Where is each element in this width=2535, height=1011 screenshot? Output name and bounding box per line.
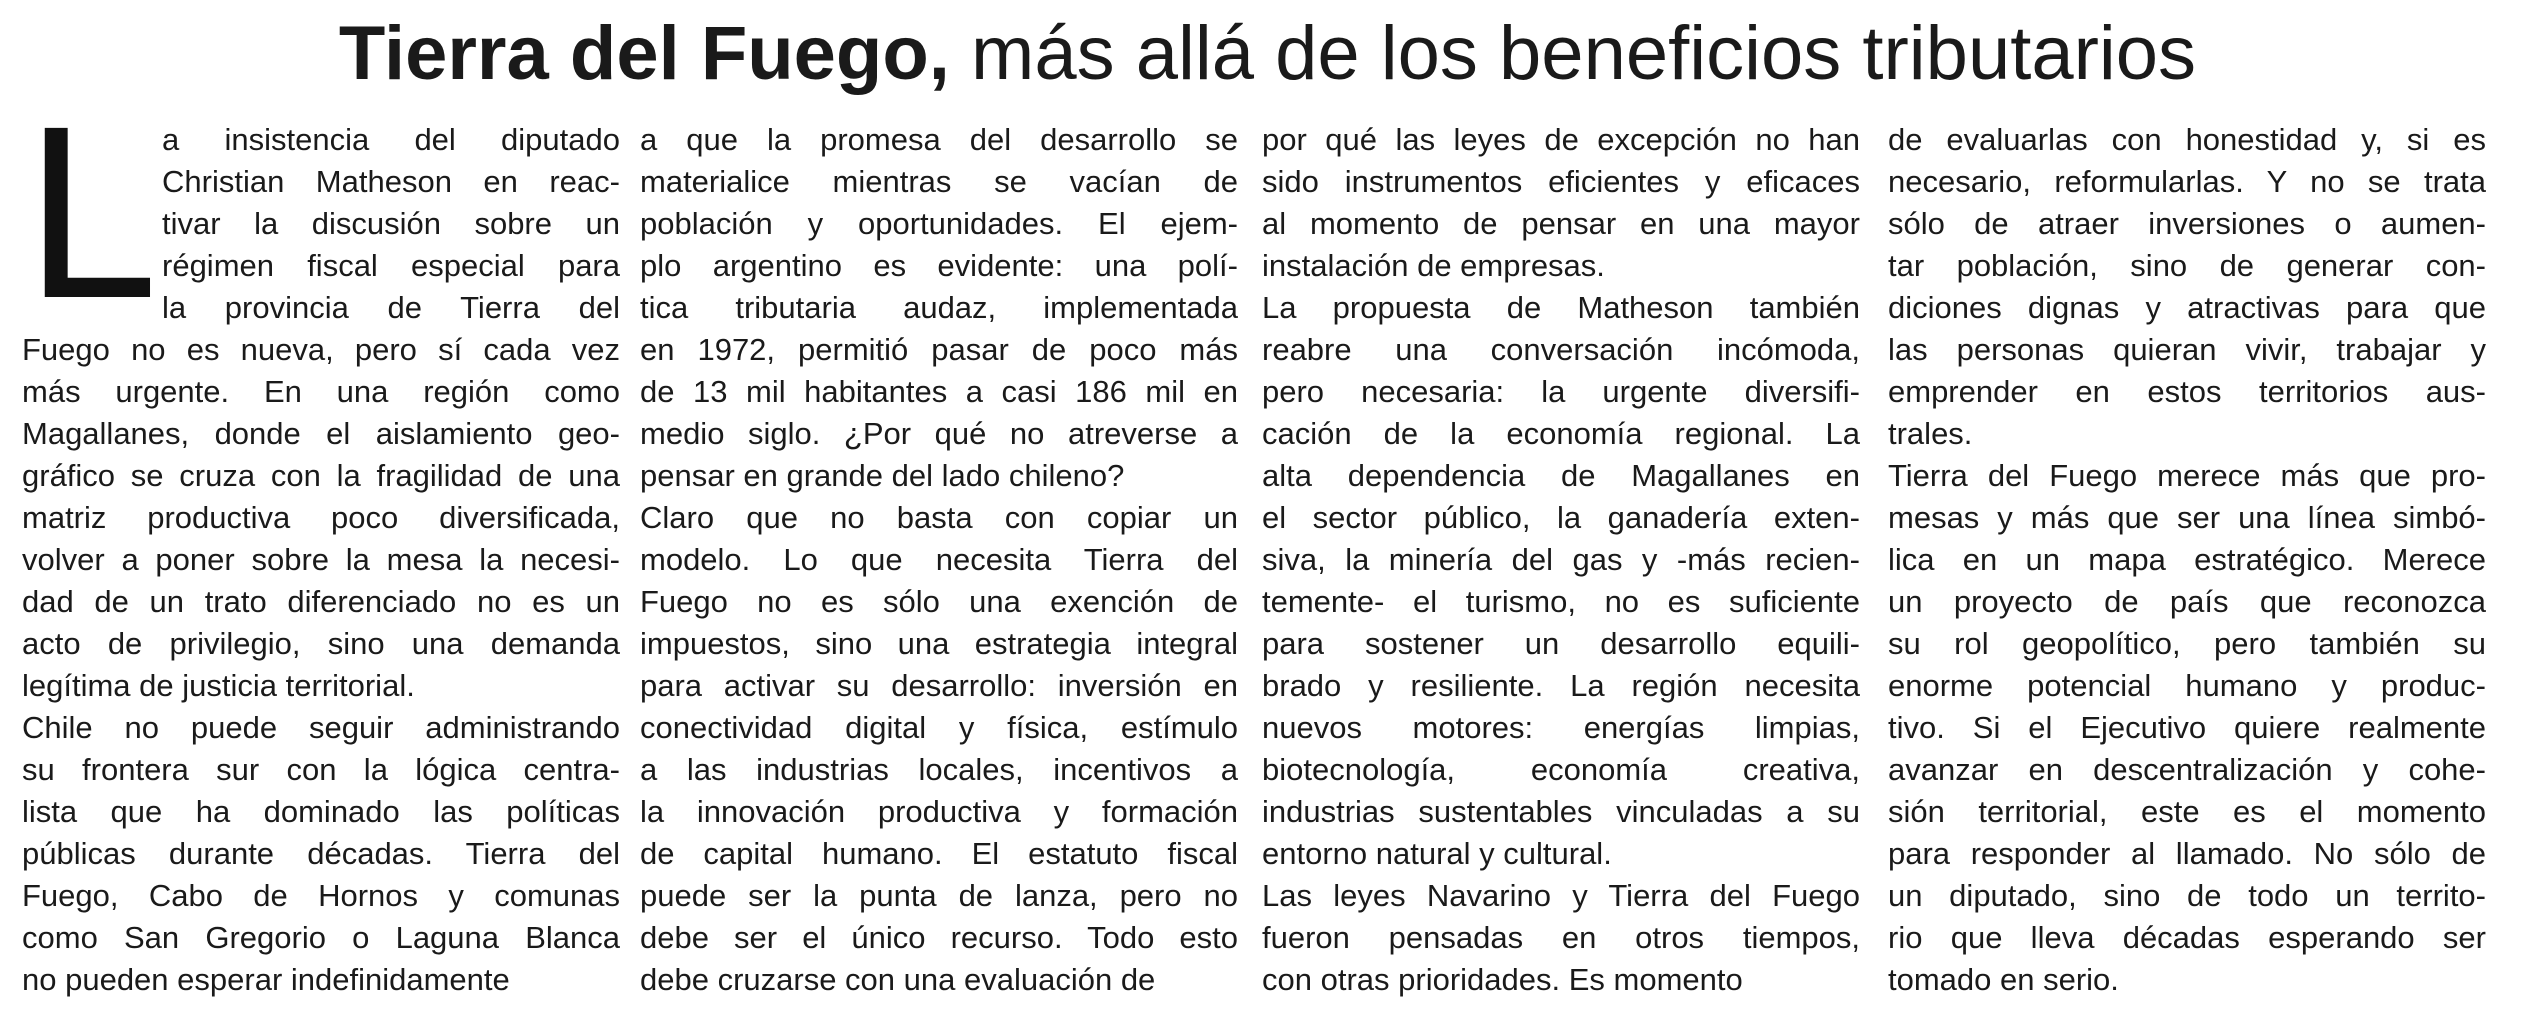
- column-text-line: instalación de empresas.: [1262, 248, 1605, 283]
- column-text-line: la innovación productiva y formación: [640, 794, 1238, 829]
- column-text-line: debe ser el único recurso. Todo esto: [640, 920, 1238, 955]
- column-text-line: matriz productiva poco diversificada,: [22, 500, 620, 535]
- column-text-line: Magallanes, donde el aislamiento geo-: [22, 416, 620, 451]
- column-text-line: enorme potencial humano y produc-: [1888, 668, 2486, 703]
- column-text-line: siva, la minería del gas y -más recien-: [1262, 542, 1860, 577]
- column-text-line: régimen fiscal especial para: [162, 248, 620, 283]
- column-text-line: Fuego no es sólo una exención de: [640, 584, 1238, 619]
- column-text-line: reabre una conversación incómoda,: [1262, 332, 1860, 367]
- column-text-line: públicas durante décadas. Tierra del: [22, 836, 620, 871]
- column-text-line: para activar su desarrollo: inversión en: [640, 668, 1238, 703]
- column-text-line: su frontera sur con la lógica centra-: [22, 752, 620, 787]
- column-text-line: como San Gregorio o Laguna Blanca: [22, 920, 620, 955]
- column-text-line: conectividad digital y física, estímulo: [640, 710, 1238, 745]
- column-text-line: debe cruzarse con una evaluación de: [640, 962, 1156, 997]
- column-text-line: de 13 mil habitantes a casi 186 mil en: [640, 374, 1238, 409]
- column-text-line: industrias sustentables vinculadas a su: [1262, 794, 1860, 829]
- column-text-line: modelo. Lo que necesita Tierra del: [640, 542, 1238, 577]
- column-text-line: plo argentino es evidente: una polí-: [640, 248, 1238, 283]
- drop-cap: L: [22, 124, 152, 310]
- column-text-line: dad de un trato diferenciado no es un: [22, 584, 620, 619]
- column-text-line: entorno natural y cultural.: [1262, 836, 1612, 871]
- column-text-line: alta dependencia de Magallanes en: [1262, 458, 1860, 493]
- column-text-line: con otras prioridades. Es momento: [1262, 962, 1743, 997]
- column-text-line: a las industrias locales, incentivos a: [640, 752, 1238, 787]
- column-text-line: Chile no puede seguir administrando: [22, 710, 620, 745]
- column-text-line: de capital humano. El estatuto fiscal: [640, 836, 1238, 871]
- column-text-line: puede ser la punta de lanza, pero no: [640, 878, 1238, 913]
- column-text-line: el sector público, la ganadería exten-: [1262, 500, 1860, 535]
- column-text-line: de evaluarlas con honestidad y, si es: [1888, 122, 2486, 157]
- column-text-line: las personas quieran vivir, trabajar y: [1888, 332, 2486, 367]
- column-text-line: pensar en grande del lado chileno?: [640, 458, 1125, 493]
- column-text-line: volver a poner sobre la mesa la necesi-: [22, 542, 620, 577]
- column-text-line: al momento de pensar en una mayor: [1262, 206, 1860, 241]
- headline-bold-part: Tierra del Fuego,: [338, 11, 950, 96]
- column-text-line: tivar la discusión sobre un: [162, 206, 620, 241]
- column-text-line: temente- el turismo, no es suficiente: [1262, 584, 1860, 619]
- column-text-line: no pueden esperar indefinidamente: [22, 962, 510, 997]
- column-text-line: materialice mientras se vacían de: [640, 164, 1238, 199]
- column-text-line: para sostener un desarrollo equili-: [1262, 626, 1860, 661]
- column-text-line: lista que ha dominado las políticas: [22, 794, 620, 829]
- column-text-line: Tierra del Fuego merece más que pro-: [1888, 458, 2486, 493]
- column-text-line: rio que lleva décadas esperando ser: [1888, 920, 2486, 955]
- column-text-line: Fuego no es nueva, pero sí cada vez: [22, 332, 620, 367]
- article-column-3: [1262, 120, 1860, 1010]
- column-text-line: pero necesaria: la urgente diversifi-: [1262, 374, 1860, 409]
- column-text-line: Fuego, Cabo de Hornos y comunas: [22, 878, 620, 913]
- column-text-line: biotecnología, economía creativa,: [1262, 752, 1860, 787]
- column-text-line: avanzar en descentralización y cohe-: [1888, 752, 2486, 787]
- column-text-line: para responder al llamado. No sólo de: [1888, 836, 2486, 871]
- column-text-line: un proyecto de país que reconozca: [1888, 584, 2486, 619]
- column-text-line: necesario, reformularlas. Y no se trata: [1888, 164, 2486, 199]
- column-text-line: La propuesta de Matheson también: [1262, 290, 1860, 325]
- column-text-line: Christian Matheson en reac-: [162, 164, 620, 199]
- column-text-line: nuevos motores: energías limpias,: [1262, 710, 1860, 745]
- article-column-2: [640, 120, 1238, 1010]
- column-text-line: más urgente. En una región como: [22, 374, 620, 409]
- column-text-line: lica en un mapa estratégico. Merece: [1888, 542, 2486, 577]
- column-text-line: tivo. Si el Ejecutivo quiere realmente: [1888, 710, 2486, 745]
- column-text-line: diciones dignas y atractivas para que: [1888, 290, 2486, 325]
- article-column-4: [1888, 120, 2486, 1010]
- column-text-line: legítima de justicia territorial.: [22, 668, 415, 703]
- column-text-line: población y oportunidades. El ejem-: [640, 206, 1238, 241]
- column-text-line: tar población, sino de generar con-: [1888, 248, 2486, 283]
- column-text-line: por qué las leyes de excepción no han: [1262, 122, 1860, 157]
- column-text-line: en 1972, permitió pasar de poco más: [640, 332, 1238, 367]
- article-column-1: [22, 120, 620, 1010]
- column-text-line: a insistencia del diputado: [162, 122, 620, 157]
- column-text-line: mesas y más que ser una línea simbó-: [1888, 500, 2486, 535]
- column-text-line: brado y resiliente. La región necesita: [1262, 668, 1860, 703]
- column-text-line: trales.: [1888, 416, 1973, 451]
- column-text-line: tomado en serio.: [1888, 962, 2119, 997]
- column-text-line: emprender en estos territorios aus-: [1888, 374, 2486, 409]
- column-text-line: Las leyes Navarino y Tierra del Fuego: [1262, 878, 1860, 913]
- column-text-line: tica tributaria audaz, implementada: [640, 290, 1238, 325]
- column-text-line: medio siglo. ¿Por qué no atreverse a: [640, 416, 1238, 451]
- column-text-line: a que la promesa del desarrollo se: [640, 122, 1238, 157]
- column-text-line: gráfico se cruza con la fragilidad de una: [22, 458, 620, 493]
- article-headline: [0, 6, 2535, 102]
- column-text-line: la provincia de Tierra del: [162, 290, 620, 325]
- column-text-line: un diputado, sino de todo un territo-: [1888, 878, 2486, 913]
- headline-rest: más allá de los beneficios tributarios: [949, 11, 2197, 96]
- column-text-line: su rol geopolítico, pero también su: [1888, 626, 2486, 661]
- column-text-line: sión territorial, este es el momento: [1888, 794, 2486, 829]
- column-text-line: sólo de atraer inversiones o aumen-: [1888, 206, 2486, 241]
- column-text-line: Claro que no basta con copiar un: [640, 500, 1238, 535]
- column-text-line: acto de privilegio, sino una demanda: [22, 626, 620, 661]
- column-text-line: fueron pensadas en otros tiempos,: [1262, 920, 1860, 955]
- column-text-line: sido instrumentos eficientes y eficaces: [1262, 164, 1860, 199]
- column-text-line: cación de la economía regional. La: [1262, 416, 1860, 451]
- column-text-line: impuestos, sino una estrategia integral: [640, 626, 1238, 661]
